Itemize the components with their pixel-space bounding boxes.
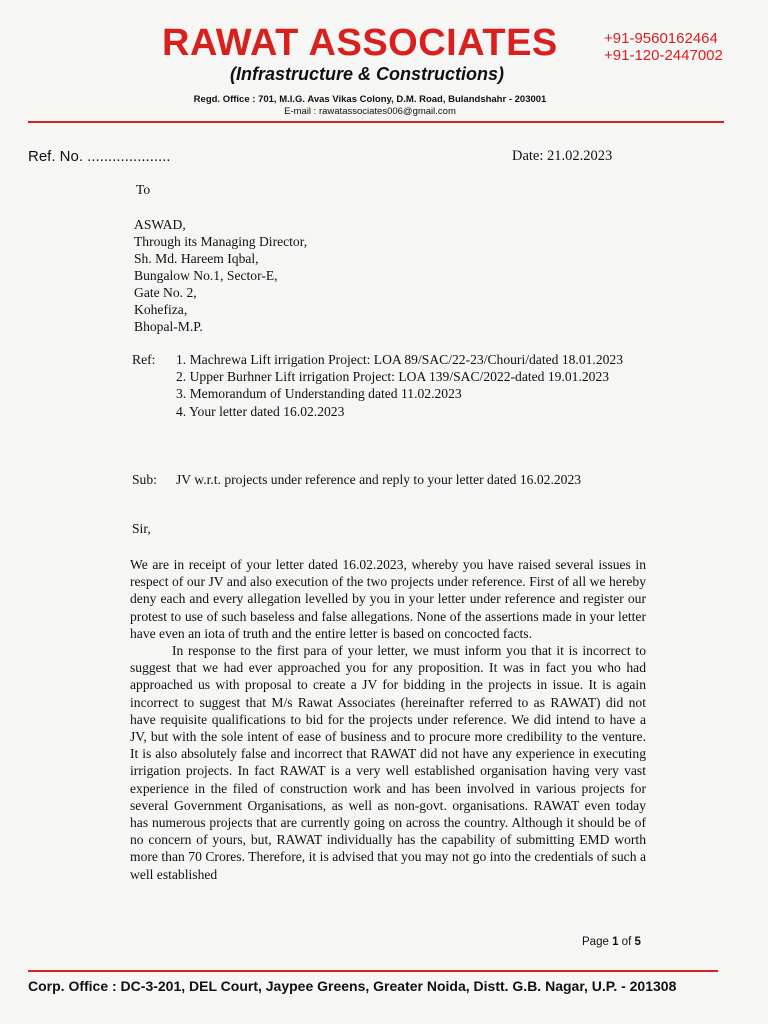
address-line: Gate No. 2, [134,285,197,300]
footer-divider [28,970,718,972]
address-line: Through its Managing Director, [134,234,308,249]
page-current: 1 [612,936,619,948]
reference-item: 4. Your letter dated 16.02.2023 [176,403,345,419]
address-line: Bhopal-M.P. [134,319,203,334]
reference-number: Ref. No. .................... [28,148,171,165]
phone-number-1: +91-9560162464 [604,30,718,47]
recipient-address [134,216,307,335]
to-label: To [136,182,151,197]
page-word: Page [582,936,609,948]
corporate-office-address: Corp. Office : DC-3-201, DEL Court, Jaypee Greens, Greater Noida, Distt. G.B. Nagar, U.P. - 201308 [28,978,677,994]
header-divider [28,121,724,123]
subject-text: JV w.r.t. projects under reference and reply to your letter dated 16.02.2023 [176,472,582,487]
page-total: 5 [634,936,641,948]
address-line: Kohefiza, [134,302,188,317]
registered-office-address: Regd. Office : 701, M.I.G. Avas Vikas Colony, D.M. Road, Bulandshahr - 203001 [193,94,547,105]
company-tagline: (Infrastructure & Constructions) [230,64,505,84]
phone-number-2: +91-120-2447002 [604,47,723,64]
company-email: E-mail : rawatassociates006@gmail.com [284,106,456,117]
reference-item: 2. Upper Burhner Lift irrigation Project: LOA 139/SAC/2022-dated 19.01.2023 [176,369,610,385]
page-number [582,936,641,948]
salutation: Sir, [132,521,151,536]
letter-date: Date: 21.02.2023 [512,148,613,164]
address-line: Sh. Md. Hareem Iqbal, [134,251,259,266]
page-of: of [621,936,632,948]
reference-item: 1. Machrewa Lift irrigation Project: LOA 89/SAC/22-23/Chouri/dated 18.01.2023 [176,352,624,367]
subject-label: Sub: [132,472,157,487]
letter-body [130,556,646,883]
body-paragraph-2: In response to the first para of your letter, we must inform you that it is incorrect to suggest that we had ever approached you for any proposition. It was in fact you who had approached us with proposal to create a JV for bidding in the projects in issue. It is again incorrect to suggest that M/s Rawat Associates (hereinafter referred to as RAWAT) did not have requisite qualifications to bid for the projects under reference. We did intend to have a JV, but with the sole intent of ease of business and to procure more credibility to the venture. It is also absolutely false and incorrect that RAWAT did not have any experience in executing irrigation projects. In fact RAWAT is a very well established organisation having very vast experience in the filed of construction work and has been involved in various projects for several Government Organisations, as well as non-govt. organisations. RAWAT even today has numerous projects that are currently going on across the country. Although it should be of no concern of yours, but, RAWAT individually has the capability of submitting EMD worth more than 70 Crores. Therefore, it is advised that you may not go into the credentials of such a well established [130,643,646,882]
ref-label: Ref: [132,352,156,367]
address-line: ASWAD, [134,217,186,232]
reference-item: 3. Memorandum of Understanding dated 11.02.2023 [176,386,462,402]
address-line: Bungalow No.1, Sector-E, [134,268,278,283]
company-name: RAWAT ASSOCIATES [162,22,558,64]
body-paragraph-1: We are in receipt of your letter dated 16.02.2023, whereby you have raised several issues in respect of our JV and also execution of the two projects under reference. First of all we hereby deny each and every allegation levelled by you in your letter under reference and register our protest to use of such baseless and false allegations. None of the assertions made in your letter have even an iota of truth and the entire letter is based on concocted facts. [130,557,646,641]
reference-list [176,351,646,420]
